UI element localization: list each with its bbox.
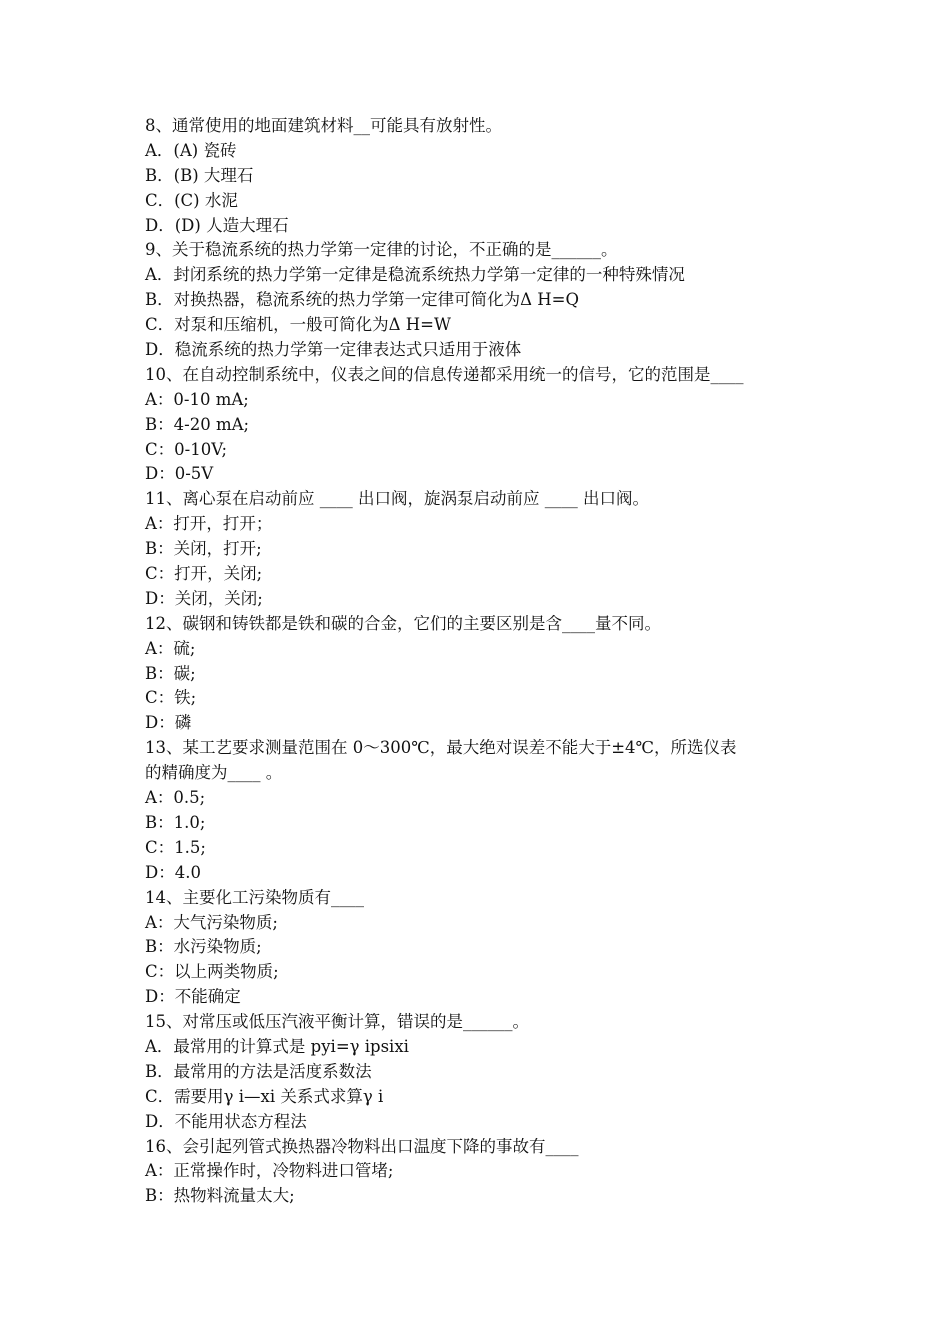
question-16: 16、会引起列管式换热器冷物料出口温度下降的事故有____	[145, 1136, 579, 1156]
question-10: 10、在自动控制系统中，仪表之间的信息传递都采用统一的信号，它的范围是____	[145, 364, 744, 384]
option-line: D：不能确定	[145, 987, 241, 1007]
option-line: C．需要用γ i—xi 关系式求算γ i	[145, 1086, 384, 1106]
question-13-continued: 的精确度为____ 。	[145, 763, 283, 783]
option-line: B：碳;	[145, 663, 196, 683]
question-11: 11、离心泵在启动前应 ____ 出口阀，旋涡泵启动前应 ____ 出口阀。	[145, 489, 649, 509]
option-line: C．对泵和压缩机，一般可简化为Δ H=W	[145, 315, 451, 335]
option-line: C．(C) 水泥	[145, 190, 238, 210]
option-line: D：0-5V	[145, 464, 214, 484]
option-line: A：正常操作时，冷物料进口管堵;	[145, 1161, 394, 1181]
option-line: B：热物料流量太大;	[145, 1186, 295, 1206]
option-line: C：1.5;	[145, 837, 206, 857]
option-line: B．(B) 大理石	[145, 165, 254, 185]
option-line: D．稳流系统的热力学第一定律表达式只适用于液体	[145, 340, 522, 360]
question-8: 8、通常使用的地面建筑材料__可能具有放射性。	[145, 116, 502, 135]
option-line: B：4-20 mA;	[145, 414, 250, 434]
option-line: C：打开，关闭;	[145, 564, 263, 584]
option-line: C：铁;	[145, 688, 197, 708]
option-line: A：0.5;	[145, 788, 206, 808]
option-line: A．(A) 瓷砖	[145, 140, 237, 160]
option-line: A：大气污染物质;	[145, 912, 278, 932]
option-line: B：1.0;	[145, 812, 206, 832]
question-13: 13、某工艺要求测量范围在 0～300℃，最大绝对误差不能大于±4℃，所选仪表	[145, 738, 737, 758]
option-line: B：水污染物质;	[145, 937, 262, 957]
question-9: 9、关于稳流系统的热力学第一定律的讨论，不正确的是______。	[145, 240, 618, 260]
option-line: A．封闭系统的热力学第一定律是稳流系统热力学第一定律的一种特殊情况	[145, 265, 685, 285]
option-line: C：以上两类物质;	[145, 962, 279, 982]
option-line: D：关闭，关闭;	[145, 588, 263, 608]
option-line: D：4.0	[145, 862, 201, 882]
option-line: A：打开，打开；	[145, 514, 273, 534]
option-line: B．最常用的方法是活度系数法	[145, 1061, 372, 1081]
question-12: 12、碳钢和铸铁都是铁和碳的合金，它们的主要区别是含____量不同。	[145, 613, 661, 633]
option-line: C：0-10V;	[145, 439, 228, 459]
option-line: A．最常用的计算式是 pyi=γ ipsixi	[145, 1036, 409, 1056]
option-line: A：0-10 mA;	[145, 389, 249, 409]
option-line: D．不能用状态方程法	[145, 1111, 307, 1131]
option-line: B．对换热器，稳流系统的热力学第一定律可简化为Δ H=Q	[145, 290, 580, 310]
question-14: 14、主要化工污染物质有____	[145, 887, 364, 907]
option-line: D．(D) 人造大理石	[145, 215, 289, 235]
question-text	[145, 114, 815, 1209]
option-line: A：硫;	[145, 638, 196, 658]
question-15: 15、对常压或低压汽液平衡计算，错误的是______。	[145, 1012, 529, 1032]
option-line: B：关闭，打开;	[145, 539, 262, 559]
option-line: D：磷	[145, 713, 192, 733]
